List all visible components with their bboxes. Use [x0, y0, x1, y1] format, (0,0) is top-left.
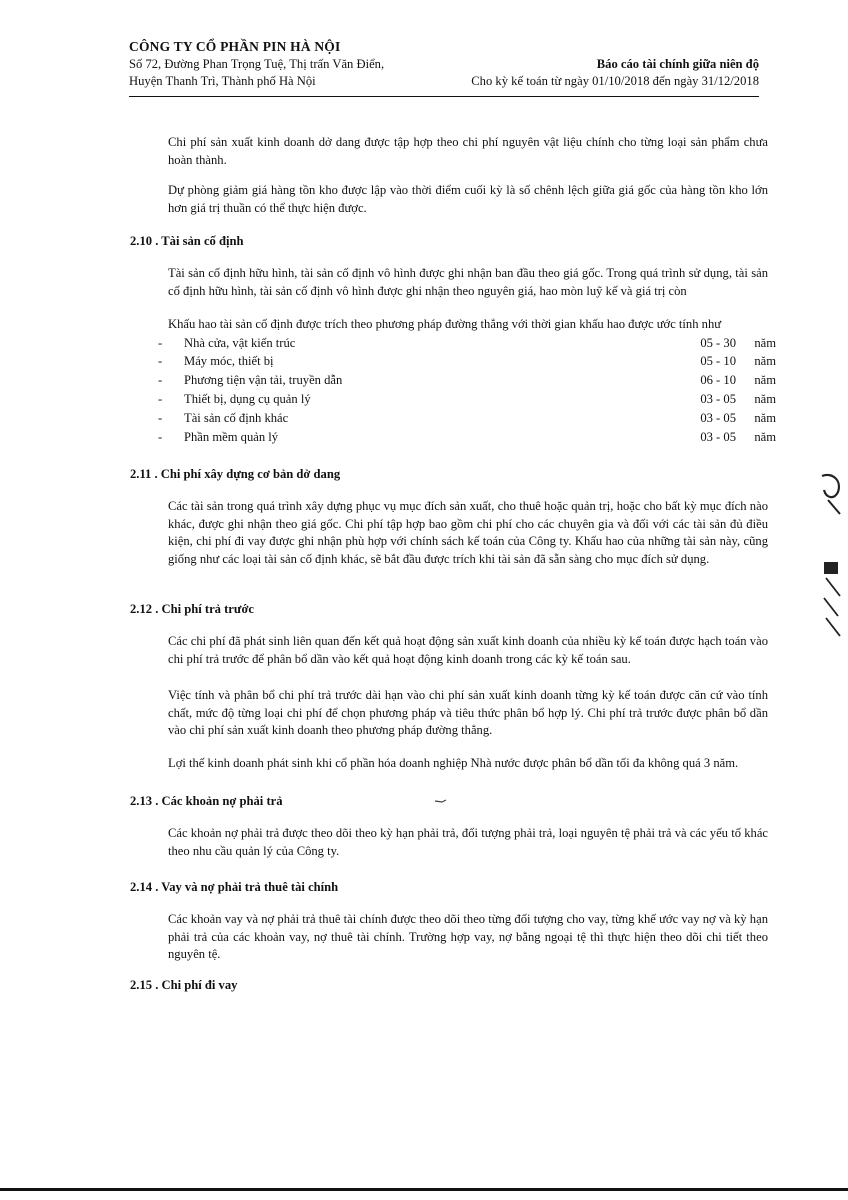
- intro-paragraph-1: Chi phí sản xuất kinh doanh dở dang được tập hợp theo chi phí nguyên vật liệu chính cho từng loại sản phẩm chưa hoàn thành.: [168, 135, 768, 167]
- asset-years: 06 - 10: [700, 373, 736, 388]
- section-2-13-paragraph: Các khoản nợ phải trả được theo dõi theo kỳ hạn phải trả, đối tượng phải trả, loại nguyên tệ phải trả và các yếu tố khác theo nhu cầu quản lý của Công ty.: [168, 826, 768, 858]
- list-dash: -: [158, 335, 163, 350]
- list-dash: -: [158, 392, 163, 407]
- report-period: Cho kỳ kế toán từ ngày 01/10/2018 đến ngày 31/12/2018: [471, 74, 759, 88]
- section-2-14-title: 2.14 . Vay và nợ phải trả thuê tài chính: [130, 880, 339, 894]
- list-dash: -: [158, 354, 163, 369]
- section-2-11-paragraph: Các tài sản trong quá trình xây dựng phục vụ mục đích sản xuất, cho thuê hoặc quản trị, hoặc cho bất kỳ mục đích nào khác, được ghi nhận theo giá gốc. Chi phí tập hợp bao gồm chi phí cho các chuyên gia và đối với các tài sản đủ điều kiện, chi phí đi vay được ghi nhận phù hợp với chính sách kế toán của Công ty. Khấu hao của những tài sản này, cũng giống như các loại tài sản cố định khác, sẽ bắt đầu được trích khi tài sản đã sẵn sàng cho mục đích sử dụng.: [168, 499, 768, 566]
- section-2-14-paragraph: Các khoản vay và nợ phải trả thuê tài chính được theo dõi theo từng đối tượng cho vay, từng khế ước vay nợ và kỳ hạn phải trả của các khoản vay, nợ thuê tài chính. Trường hợp vay, nợ bằng ngoại tệ thì thực hiện theo dõi chi tiết theo nguyên tệ.: [168, 912, 768, 961]
- page-bottom-edge: [0, 1188, 848, 1191]
- asset-unit: năm: [754, 373, 776, 388]
- company-name: CÔNG TY CỔ PHẦN PIN HÀ NỘI: [129, 39, 341, 54]
- section-2-12-paragraph-2: Việc tính và phân bổ chi phí trả trước dài hạn vào chi phí sản xuất kinh doanh từng kỳ kế toán được căn cứ vào tính chất, mức độ từng loại chi phí để chọn phương pháp và tiêu thức phân bổ hợp lý. Chi phí trả trước được phân bổ dần vào chi phí sản xuất kinh doanh theo phương pháp đường thẳng.: [168, 688, 768, 737]
- asset-label: Máy móc, thiết bị: [184, 354, 274, 369]
- address-line-2: Huyện Thanh Trì, Thành phố Hà Nội: [129, 74, 316, 88]
- asset-label: Phần mềm quản lý: [184, 429, 279, 444]
- asset-label: Phương tiện vận tải, truyền dẫn: [184, 373, 343, 388]
- depreciation-intro: Khấu hao tài sản cố định được trích theo phương pháp đường thẳng với thời gian khấu hao được ước tính như: [168, 317, 722, 331]
- list-item: [158, 428, 776, 447]
- section-2-11-title: 2.11 . Chi phí xây dựng cơ bản dở dang: [130, 467, 341, 481]
- list-item: [158, 334, 776, 353]
- address-line-1: Số 72, Đường Phan Trọng Tuệ, Thị trấn Văn Điển,: [129, 56, 385, 71]
- asset-unit: năm: [754, 429, 776, 444]
- asset-years: 05 - 10: [700, 354, 736, 369]
- list-item: [158, 372, 776, 391]
- list-dash: -: [158, 429, 163, 444]
- asset-unit: năm: [754, 392, 776, 407]
- asset-unit: năm: [754, 335, 776, 350]
- list-item: [158, 353, 776, 372]
- intro-paragraph-2: Dự phòng giảm giá hàng tồn kho được lập vào thời điểm cuối kỳ là số chênh lệch giữa giá gốc của hàng tồn kho lớn hơn giá trị thuần có thể thực hiện được.: [168, 183, 768, 215]
- asset-unit: năm: [754, 410, 776, 425]
- asset-years: 03 - 05: [700, 410, 736, 425]
- header-divider: [129, 96, 759, 97]
- asset-years: 03 - 05: [700, 429, 736, 444]
- asset-label: Nhà cửa, vật kiến trúc: [184, 335, 296, 350]
- section-2-10-title: 2.10 . Tài sản cố định: [130, 234, 244, 248]
- asset-years: 05 - 30: [700, 335, 736, 350]
- report-title: Báo cáo tài chính giữa niên độ: [596, 56, 759, 71]
- page-header: [129, 38, 759, 91]
- list-dash: -: [158, 373, 163, 388]
- scan-speck: [434, 797, 448, 805]
- asset-years: 03 - 05: [700, 392, 736, 407]
- section-2-15-title: 2.15 . Chi phí đi vay: [130, 978, 238, 992]
- section-2-13-title: 2.13 . Các khoản nợ phải trả: [130, 794, 283, 808]
- section-2-12-paragraph-1: Các chi phí đã phát sinh liên quan đến kết quả hoạt động sản xuất kinh doanh của nhiều kỳ kế toán được hạch toán vào chi phí trả trước để phân bổ dần vào kết quả hoạt động kinh doanh trong các kỳ kế toán sau.: [168, 634, 768, 666]
- asset-unit: năm: [754, 354, 776, 369]
- asset-label: Thiết bị, dụng cụ quản lý: [184, 392, 311, 407]
- list-item: [158, 409, 776, 428]
- section-2-10-paragraph: Tài sản cố định hữu hình, tài sản cố định vô hình được ghi nhận ban đầu theo giá gốc. Trong quá trình sử dụng, tài sản cố định hữu hình, tài sản cố định vô hình được ghi nhận theo nguyên giá, hao mòn luỹ kế và giá trị còn: [168, 266, 768, 298]
- scan-stamp-fragment: [818, 470, 846, 640]
- list-item: [158, 390, 776, 409]
- section-2-12-title: 2.12 . Chi phí trả trước: [130, 602, 255, 616]
- section-2-12-paragraph-3: Lợi thế kinh doanh phát sinh khi cổ phần hóa doanh nghiệp Nhà nước được phân bổ dần tối đa không quá 3 năm.: [168, 756, 739, 770]
- list-dash: -: [158, 410, 163, 425]
- depreciation-list: [158, 334, 776, 447]
- asset-label: Tài sản cố định khác: [184, 410, 289, 425]
